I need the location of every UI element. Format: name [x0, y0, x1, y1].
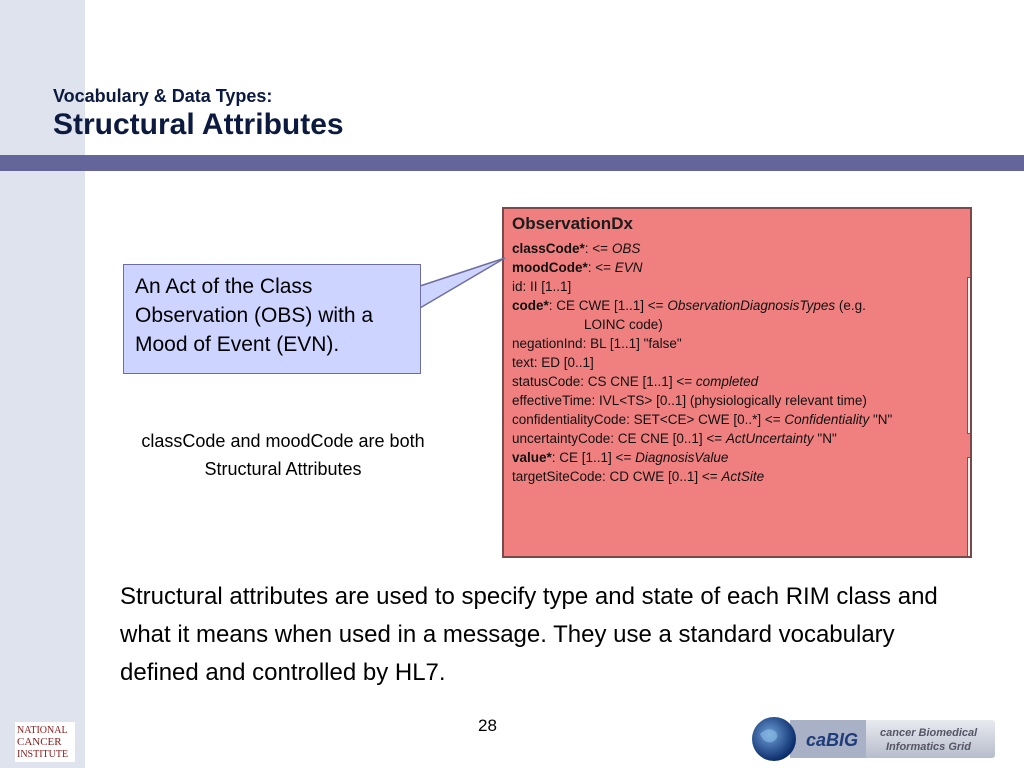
uml-attr-text: text: ED [0..1]: [512, 355, 594, 370]
cabig-logo-name: caBIG: [806, 730, 859, 750]
nci-logo-line3: INSTITUTE: [17, 749, 69, 760]
uml-attr-text: targetSiteCode: CD CWE [0..1] <=: [512, 469, 722, 484]
uml-attr-vocab: DiagnosisValue: [635, 450, 729, 465]
slide-subtitle: Vocabulary & Data Types:: [53, 86, 273, 106]
uml-connector-edge: [967, 457, 972, 558]
uml-attr-vocab: OBS: [611, 241, 641, 256]
uml-attr-id: id: II [1..1]: [512, 279, 572, 294]
uml-attr-classcode: [512, 241, 640, 256]
uml-attr-text: statusCode: CS CNE [1..1] <=: [512, 374, 696, 389]
uml-attr-statuscode: [512, 374, 758, 389]
uml-attr-moodcode: [512, 260, 643, 275]
cabig-logo-tagline-2: Informatics Grid: [886, 741, 971, 753]
uml-attr-label: code*: [512, 298, 549, 313]
uml-attr-vocab: ActUncertainty: [725, 431, 814, 446]
uml-attr-code: [512, 298, 866, 313]
uml-attr-targetsite: [512, 469, 764, 484]
uml-attr-negation: negationInd: BL [1..1] "false": [512, 336, 682, 351]
structural-attributes-note: classCode and moodCode are both Structural Attributes: [141, 431, 425, 479]
uml-attr-text: : CE CWE [1..1] <=: [548, 298, 668, 313]
page-number: 28: [478, 716, 497, 735]
uml-attr-value: [512, 450, 728, 465]
uml-attr-tail: "N": [813, 431, 837, 446]
uml-attr-text: : CE [1..1] <=: [551, 450, 636, 465]
uml-attr-vocab: ObservationDiagnosisTypes: [667, 298, 836, 313]
uml-class-name: ObservationDx: [512, 214, 633, 233]
uml-attr-text: uncertaintyCode: CE CNE [0..1] <=: [512, 431, 726, 446]
uml-attr-effectivetime: effectiveTime: IVL<TS> [0..1] (physiologically relevant time): [512, 393, 867, 408]
uml-attr-vocab: Confidentiality: [784, 412, 870, 427]
uml-attr-uncertainty: [512, 431, 837, 446]
uml-attr-confidentiality: [512, 412, 892, 427]
uml-class-box: [502, 207, 972, 558]
cabig-logo-tagline-1: cancer Biomedical: [880, 727, 978, 739]
uml-attr-text: : <=: [584, 241, 612, 256]
slide-title: Structural Attributes: [53, 108, 344, 141]
nci-logo-line1: NATIONAL: [17, 725, 68, 736]
callout-box: An Act of the Class Observation (OBS) with a Mood of Event (EVN).: [123, 264, 421, 374]
uml-attr-label: moodCode*: [512, 260, 588, 275]
uml-connector-edge: [967, 277, 972, 434]
slide-body-text: Structural attributes are used to specify type and state of each RIM class and what it means when used in a message. They use a standard vocabulary defined and controlled by HL7.: [120, 583, 938, 686]
uml-attr-label: classCode*: [512, 241, 585, 256]
uml-attr-tail: "N": [869, 412, 893, 427]
nci-logo-line2: CANCER: [17, 736, 62, 748]
nci-logo: [15, 722, 75, 762]
uml-attr-label: value*: [512, 450, 552, 465]
uml-attr-vocab: completed: [695, 374, 759, 389]
uml-attr-code-continued: LOINC code): [584, 317, 663, 332]
uml-attr-vocab: EVN: [614, 260, 643, 275]
uml-attr-text: confidentialityCode: SET<CE> CWE [0..*] <=: [512, 412, 785, 427]
cabig-logo: [750, 714, 1000, 764]
uml-attr-vocab: ActSite: [721, 469, 765, 484]
header-divider-bar: [0, 155, 1024, 171]
uml-attr-tail: (e.g.: [835, 298, 866, 313]
uml-attr-text: : <=: [587, 260, 615, 275]
